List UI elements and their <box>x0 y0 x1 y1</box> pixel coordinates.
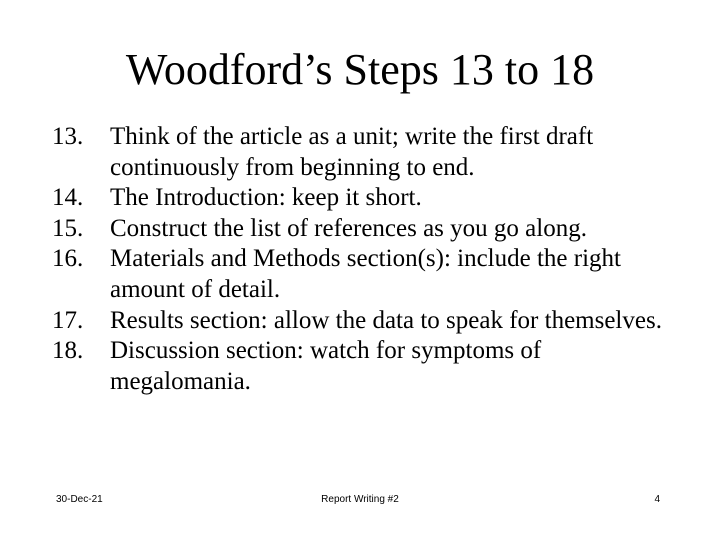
list-item <box>52 306 692 337</box>
list-item <box>52 122 692 183</box>
step-number: 17. <box>52 306 84 334</box>
footer-title: Report Writing #2 <box>321 494 399 505</box>
list-item <box>52 336 692 397</box>
step-number: 18. <box>52 337 84 365</box>
step-number: 14. <box>52 184 84 212</box>
list-item <box>52 244 692 305</box>
step-number: 15. <box>52 214 84 242</box>
step-text: Materials and Methods section(s): include the right amount of detail. <box>110 245 621 303</box>
footer-date: 30-Dec-21 <box>56 494 103 505</box>
step-text: Results section: allow the data to speak for themselves. <box>110 306 662 334</box>
step-text: Think of the article as a unit; write the first draft continuously from beginning to end. <box>110 123 594 181</box>
list-item <box>52 183 692 214</box>
step-text: Discussion section: watch for symptoms of megalomania. <box>110 337 542 395</box>
slide-title: Woodford’s Steps 13 to 18 <box>125 45 595 94</box>
step-number: 13. <box>52 123 84 150</box>
list-item <box>52 214 692 245</box>
step-number: 16. <box>52 245 84 273</box>
page-number: 4 <box>654 494 660 505</box>
step-text: The Introduction: keep it short. <box>110 184 422 212</box>
steps-list <box>52 122 692 397</box>
step-text: Construct the list of references as you go along. <box>110 214 587 242</box>
